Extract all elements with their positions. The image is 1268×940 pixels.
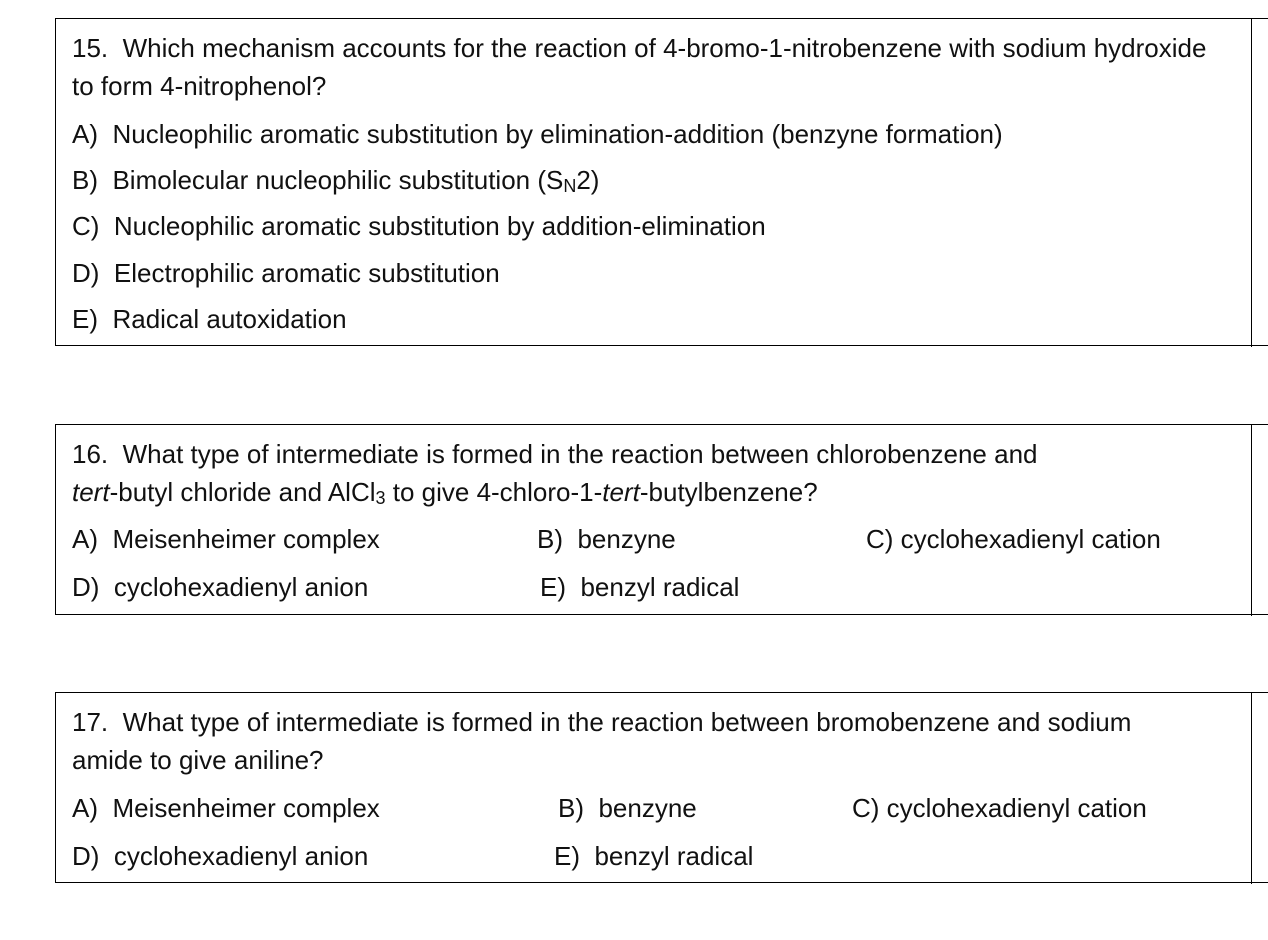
subscript: 3 (375, 488, 386, 508)
option-text: cyclohexadienyl cation (900, 524, 1161, 554)
option-e[interactable] (554, 837, 753, 875)
option-a[interactable] (72, 520, 380, 558)
question-text-part: -butyl chloride and AlCl (109, 477, 376, 507)
option-letter: D) (72, 572, 100, 602)
option-text-end: 2) (576, 165, 600, 195)
option-letter: B) (537, 524, 563, 554)
italic-term: tert (72, 477, 110, 507)
option-letter: A) (72, 793, 98, 823)
question-16-stem (72, 435, 1222, 511)
option-text: Radical autoxidation (112, 304, 347, 334)
option-letter: B) (72, 165, 98, 195)
option-text: cyclohexadienyl cation (886, 793, 1147, 823)
option-d[interactable] (72, 568, 368, 606)
question-16-box (55, 424, 1268, 615)
option-c[interactable] (72, 207, 766, 245)
option-letter: C) (852, 793, 880, 823)
question-15-stem (72, 29, 1222, 105)
option-letter: E) (72, 304, 98, 334)
option-b[interactable] (558, 789, 697, 827)
option-text: Electrophilic aromatic substitution (113, 258, 500, 288)
question-text-part: -butylbenzene? (639, 477, 818, 507)
option-letter: B) (558, 793, 584, 823)
option-text: Meisenheimer complex (112, 524, 380, 554)
option-letter: E) (540, 572, 566, 602)
option-text: benzyl radical (580, 572, 740, 602)
option-c[interactable] (866, 520, 1161, 558)
question-17-box (55, 692, 1268, 883)
option-letter: A) (72, 524, 98, 554)
option-text: benzyl radical (594, 841, 754, 871)
option-a[interactable] (72, 115, 1003, 153)
question-text-part: to give 4-chloro-1- (385, 477, 603, 507)
subscript: N (563, 176, 577, 196)
question-number: 15. (72, 33, 109, 63)
option-text: cyclohexadienyl anion (113, 572, 369, 602)
italic-term: tert (602, 477, 640, 507)
option-letter: A) (72, 119, 98, 149)
question-text: Which mechanism accounts for the reaction of 4-bromo-1-nitrobenzene with sodium hydroxide to form 4-nitrophenol? (72, 33, 1214, 101)
option-text: Nucleophilic aromatic substitution by elimination-addition (benzyne formation) (112, 119, 1003, 149)
question-15-box (55, 18, 1268, 346)
option-letter: D) (72, 258, 100, 288)
option-letter: D) (72, 841, 100, 871)
question-text: What type of intermediate is formed in the reaction between bromobenzene and sodium amide to give aniline? (72, 707, 1139, 775)
question-number: 16. (72, 439, 109, 469)
question-17-stem (72, 703, 1192, 779)
option-text: Nucleophilic aromatic substitution by addition-elimination (113, 211, 766, 241)
option-letter: C) (866, 524, 894, 554)
option-text: cyclohexadienyl anion (113, 841, 369, 871)
option-e[interactable] (540, 568, 739, 606)
option-c[interactable] (852, 789, 1147, 827)
question-number: 17. (72, 707, 109, 737)
option-letter: C) (72, 211, 100, 241)
option-e[interactable] (72, 300, 347, 338)
option-text: benzyne (598, 793, 697, 823)
option-d[interactable] (72, 254, 500, 292)
option-b[interactable] (537, 520, 676, 558)
option-letter: E) (554, 841, 580, 871)
option-b[interactable] (72, 161, 599, 199)
option-a[interactable] (72, 789, 380, 827)
question-text: What type of intermediate is formed in the reaction between chlorobenzene and (122, 439, 1038, 469)
option-text: benzyne (577, 524, 676, 554)
option-text: Meisenheimer complex (112, 793, 380, 823)
option-text: Bimolecular nucleophilic substitution (S (112, 165, 564, 195)
option-d[interactable] (72, 837, 368, 875)
